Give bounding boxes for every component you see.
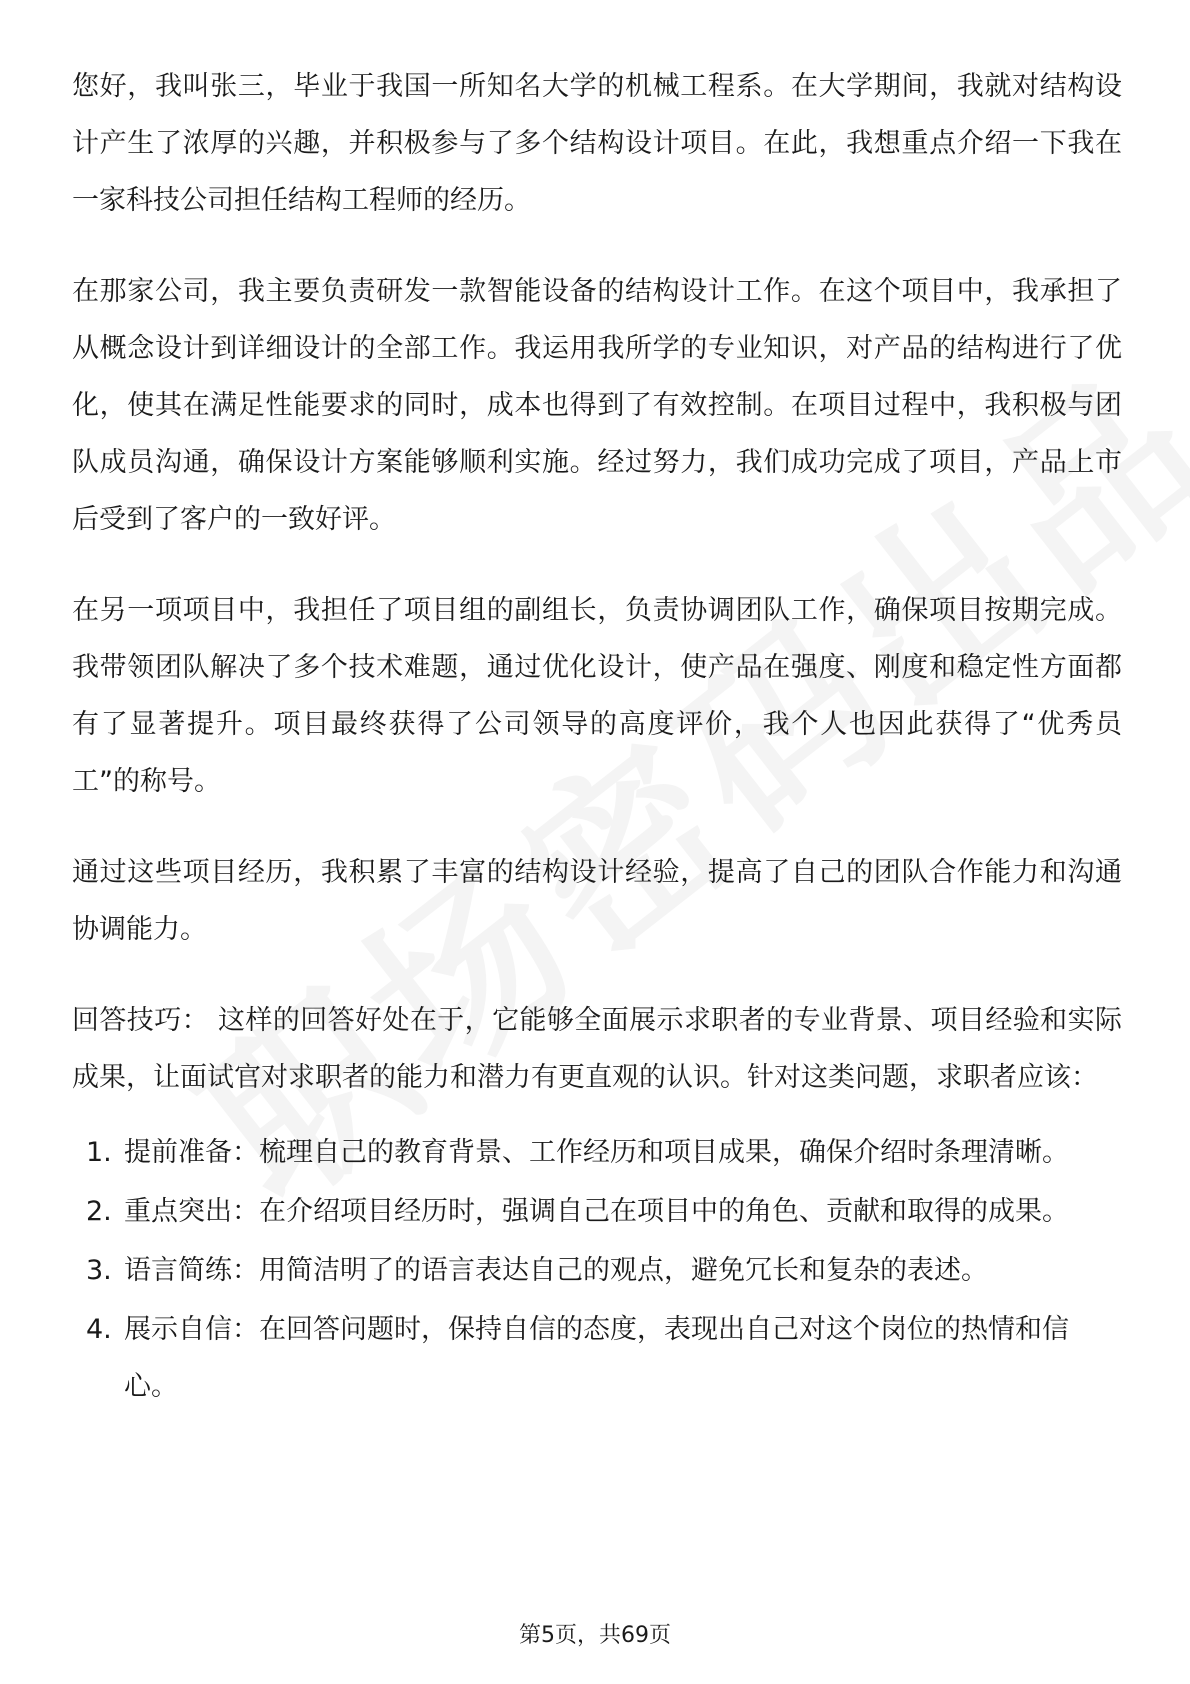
list-item-text: 重点突出：在介绍项目经历时，强调自己在项目中的角色、贡献和取得的成果。: [124, 1196, 1069, 1227]
list-item-number: 1.: [86, 1137, 112, 1168]
list-item-number: 3.: [86, 1255, 112, 1286]
document-body: [72, 58, 1122, 1417]
paragraph-project-one: 在那家公司，我主要负责研发一款智能设备的结构设计工作。在这个项目中，我承担了从概念设计到详细设计的全部工作。我运用我所学的专业知识，对产品的结构进行了优化，使其在满足性能要求的同时，成本也得到了有效控制。在项目过程中，我积极与团队成员沟通，确保设计方案能够顺利实施。经过努力，我们成功完成了项目，产品上市后受到了客户的一致好评。: [72, 276, 1122, 535]
list-item-number: 2.: [86, 1196, 112, 1227]
page-number-footer: 第5页，共69页: [519, 1623, 671, 1648]
list-item-text: 展示自信：在回答问题时，保持自信的态度，表现出自己对这个岗位的热情和信心。: [124, 1314, 1069, 1402]
paragraph-summary: 通过这些项目经历，我积累了丰富的结构设计经验，提高了自己的团队合作能力和沟通协调能力。: [72, 857, 1122, 945]
list-item-text: 语言简练：用简洁明了的语言表达自己的观点，避免冗长和复杂的表述。: [124, 1255, 988, 1286]
paragraph-intro: 您好，我叫张三，毕业于我国一所知名大学的机械工程系。在大学期间，我就对结构设计产生了浓厚的兴趣，并积极参与了多个结构设计项目。在此，我想重点介绍一下我在一家科技公司担任结构工程师的经历。: [72, 71, 1122, 216]
list-item: [72, 1183, 1122, 1240]
list-item: [72, 1242, 1122, 1299]
tips-list: [72, 1124, 1122, 1415]
list-item: [72, 1301, 1122, 1415]
paragraph-project-two: 在另一项项目中，我担任了项目组的副组长，负责协调团队工作，确保项目按期完成。我带领团队解决了多个技术难题，通过优化设计，使产品在强度、刚度和稳定性方面都有了显著提升。项目最终获得了公司领导的高度评价，我个人也因此获得了“优秀员工”的称号。: [72, 595, 1122, 797]
list-item: [72, 1124, 1122, 1181]
paragraph-answer-tips: 回答技巧： 这样的回答好处在于，它能够全面展示求职者的专业背景、项目经验和实际成果，让面试官对求职者的能力和潜力有更直观的认识。针对这类问题，求职者应该：: [72, 1005, 1122, 1093]
list-item-text: 提前准备：梳理自己的教育背景、工作经历和项目成果，确保介绍时条理清晰。: [124, 1137, 1069, 1168]
list-item-number: 4.: [86, 1314, 112, 1345]
